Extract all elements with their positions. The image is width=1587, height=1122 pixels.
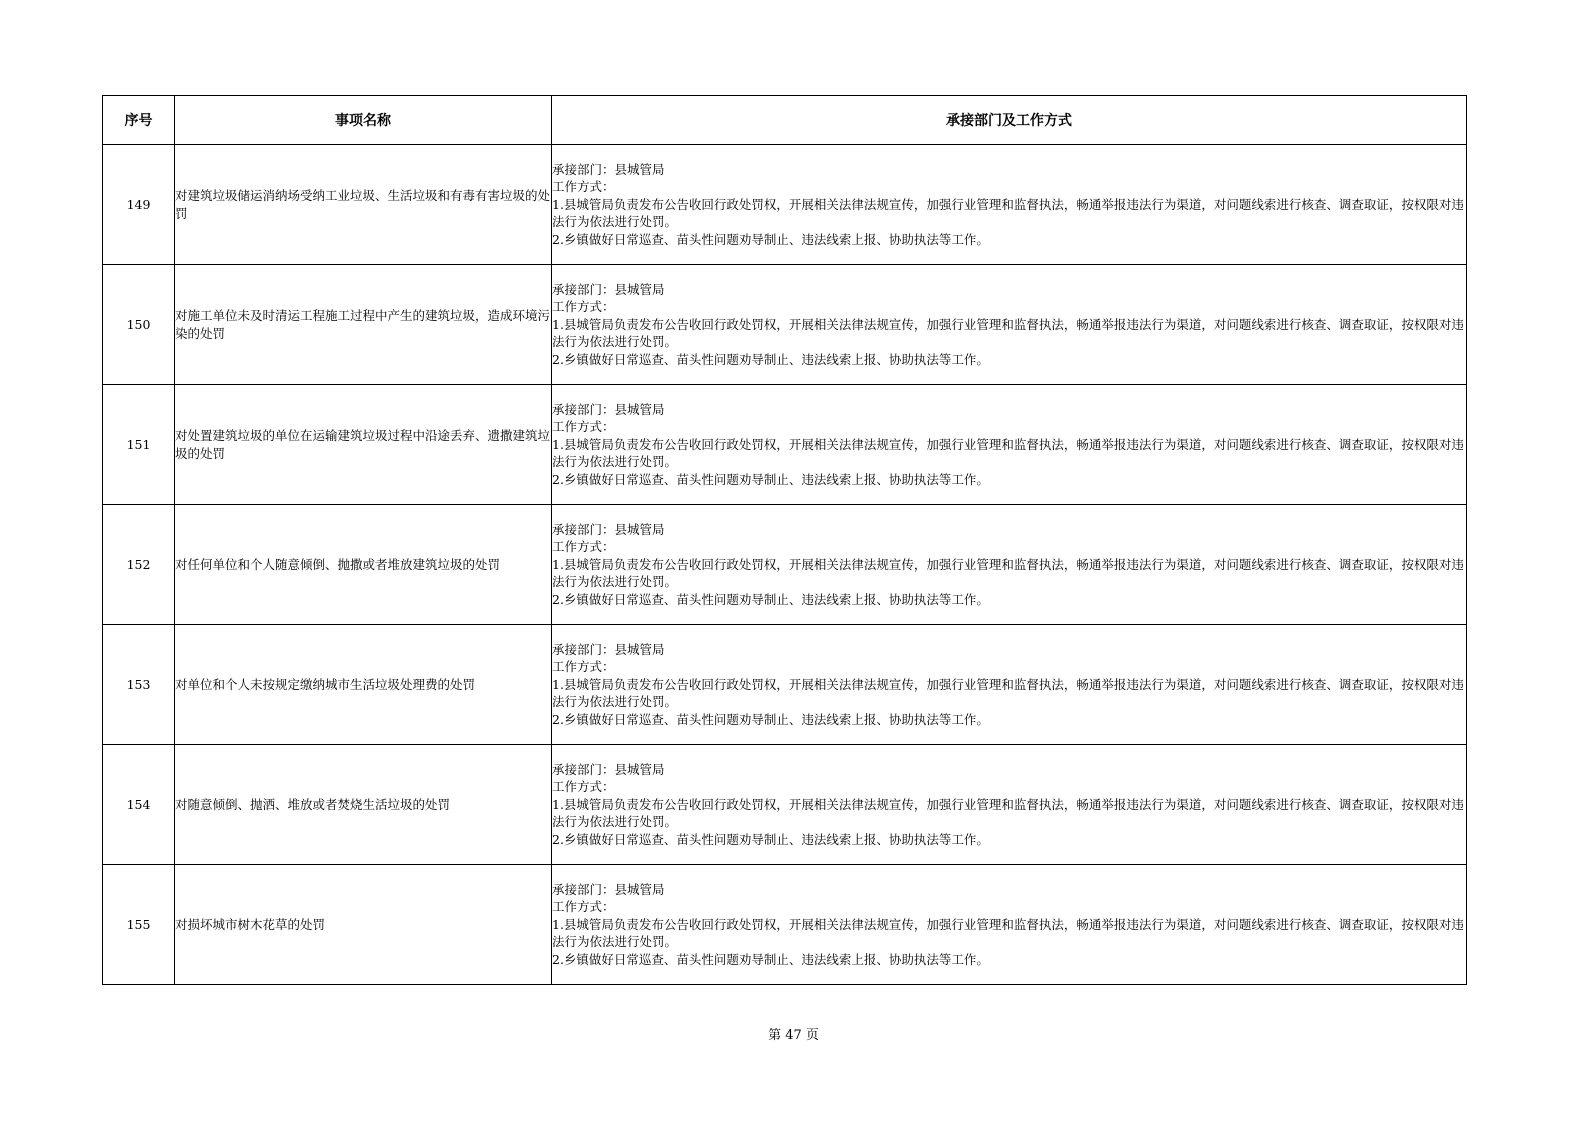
row-item-name: 对随意倾倒、抛洒、堆放或者焚烧生活垃圾的处罚	[175, 745, 552, 865]
work-method-item-2: 2.乡镇做好日常巡查、苗头性问题劝导制止、违法线索上报、协助执法等工作。	[552, 711, 989, 727]
work-method-label: 工作方式：	[552, 539, 615, 555]
work-method-item-1: 1.县城管局负责发布公告收回行政处罚权，开展相关法律法规宣传，加强行业管理和监督执法，畅通举报违法行为渠道，对问题线索进行核查、调查取证，按权限对违法行为依法进行处罚。	[552, 196, 1464, 230]
row-serial-number: 150	[103, 265, 175, 385]
row-serial-number: 153	[103, 625, 175, 745]
row-department-cell	[552, 505, 1467, 625]
page-number: 第 47 页	[768, 1028, 819, 1043]
work-method-label: 工作方式：	[552, 299, 615, 315]
row-item-name: 对建筑垃圾储运消纳场受纳工业垃圾、生活垃圾和有毒有害垃圾的处罚	[175, 145, 552, 265]
department-label: 承接部门：县城管局	[552, 761, 665, 777]
work-method-item-1: 1.县城管局负责发布公告收回行政处罚权，开展相关法律法规宣传，加强行业管理和监督执法，畅通举报违法行为渠道，对问题线索进行核查、调查取证，按权限对违法行为依法进行处罚。	[552, 436, 1464, 470]
work-method-item-1: 1.县城管局负责发布公告收回行政处罚权，开展相关法律法规宣传，加强行业管理和监督执法，畅通举报违法行为渠道，对问题线索进行核查、调查取证，按权限对违法行为依法进行处罚。	[552, 676, 1464, 710]
row-serial-number: 152	[103, 505, 175, 625]
table-row	[103, 625, 1467, 745]
row-item-name: 对损坏城市树木花草的处罚	[175, 865, 552, 985]
items-table	[102, 95, 1467, 985]
work-method-item-2: 2.乡镇做好日常巡查、苗头性问题劝导制止、违法线索上报、协助执法等工作。	[552, 351, 989, 367]
work-method-item-1: 1.县城管局负责发布公告收回行政处罚权，开展相关法律法规宣传，加强行业管理和监督执法，畅通举报违法行为渠道，对问题线索进行核查、调查取证，按权限对违法行为依法进行处罚。	[552, 556, 1464, 590]
row-department-cell	[552, 265, 1467, 385]
table-row	[103, 265, 1467, 385]
work-method-item-2: 2.乡镇做好日常巡查、苗头性问题劝导制止、违法线索上报、协助执法等工作。	[552, 951, 989, 967]
table-row	[103, 865, 1467, 985]
work-method-item-2: 2.乡镇做好日常巡查、苗头性问题劝导制止、违法线索上报、协助执法等工作。	[552, 231, 989, 247]
row-department-cell	[552, 865, 1467, 985]
table-row	[103, 505, 1467, 625]
work-method-item-2: 2.乡镇做好日常巡查、苗头性问题劝导制止、违法线索上报、协助执法等工作。	[552, 831, 989, 847]
row-department-cell	[552, 145, 1467, 265]
department-label: 承接部门：县城管局	[552, 641, 665, 657]
work-method-item-2: 2.乡镇做好日常巡查、苗头性问题劝导制止、违法线索上报、协助执法等工作。	[552, 471, 989, 487]
work-method-item-2: 2.乡镇做好日常巡查、苗头性问题劝导制止、违法线索上报、协助执法等工作。	[552, 591, 989, 607]
row-department-cell	[552, 745, 1467, 865]
work-method-label: 工作方式：	[552, 179, 615, 195]
table-body	[103, 145, 1467, 985]
work-method-label: 工作方式：	[552, 779, 615, 795]
department-label: 承接部门：县城管局	[552, 161, 665, 177]
row-item-name: 对单位和个人未按规定缴纳城市生活垃圾处理费的处罚	[175, 625, 552, 745]
department-label: 承接部门：县城管局	[552, 281, 665, 297]
work-method-item-1: 1.县城管局负责发布公告收回行政处罚权，开展相关法律法规宣传，加强行业管理和监督执法，畅通举报违法行为渠道，对问题线索进行核查、调查取证，按权限对违法行为依法进行处罚。	[552, 796, 1464, 830]
row-item-name: 对施工单位未及时清运工程施工过程中产生的建筑垃圾，造成环境污染的处罚	[175, 265, 552, 385]
work-method-item-1: 1.县城管局负责发布公告收回行政处罚权，开展相关法律法规宣传，加强行业管理和监督执法，畅通举报违法行为渠道，对问题线索进行核查、调查取证，按权限对违法行为依法进行处罚。	[552, 916, 1464, 950]
department-label: 承接部门：县城管局	[552, 401, 665, 417]
work-method-label: 工作方式：	[552, 899, 615, 915]
work-method-item-1: 1.县城管局负责发布公告收回行政处罚权，开展相关法律法规宣传，加强行业管理和监督执法，畅通举报违法行为渠道，对问题线索进行核查、调查取证，按权限对违法行为依法进行处罚。	[552, 316, 1464, 350]
department-label: 承接部门：县城管局	[552, 881, 665, 897]
table-header-row	[103, 96, 1467, 145]
row-serial-number: 151	[103, 385, 175, 505]
row-department-cell	[552, 385, 1467, 505]
row-serial-number: 149	[103, 145, 175, 265]
table-row	[103, 385, 1467, 505]
table-row	[103, 145, 1467, 265]
header-serial-number: 序号	[103, 96, 175, 145]
table-row	[103, 745, 1467, 865]
department-label: 承接部门：县城管局	[552, 521, 665, 537]
row-item-name: 对任何单位和个人随意倾倒、抛撒或者堆放建筑垃圾的处罚	[175, 505, 552, 625]
row-item-name: 对处置建筑垃圾的单位在运输建筑垃圾过程中沿途丢弃、遗撒建筑垃圾的处罚	[175, 385, 552, 505]
header-item-name: 事项名称	[175, 96, 552, 145]
work-method-label: 工作方式：	[552, 419, 615, 435]
row-serial-number: 155	[103, 865, 175, 985]
row-department-cell	[552, 625, 1467, 745]
row-serial-number: 154	[103, 745, 175, 865]
header-department-and-method: 承接部门及工作方式	[552, 96, 1467, 145]
work-method-label: 工作方式：	[552, 659, 615, 675]
